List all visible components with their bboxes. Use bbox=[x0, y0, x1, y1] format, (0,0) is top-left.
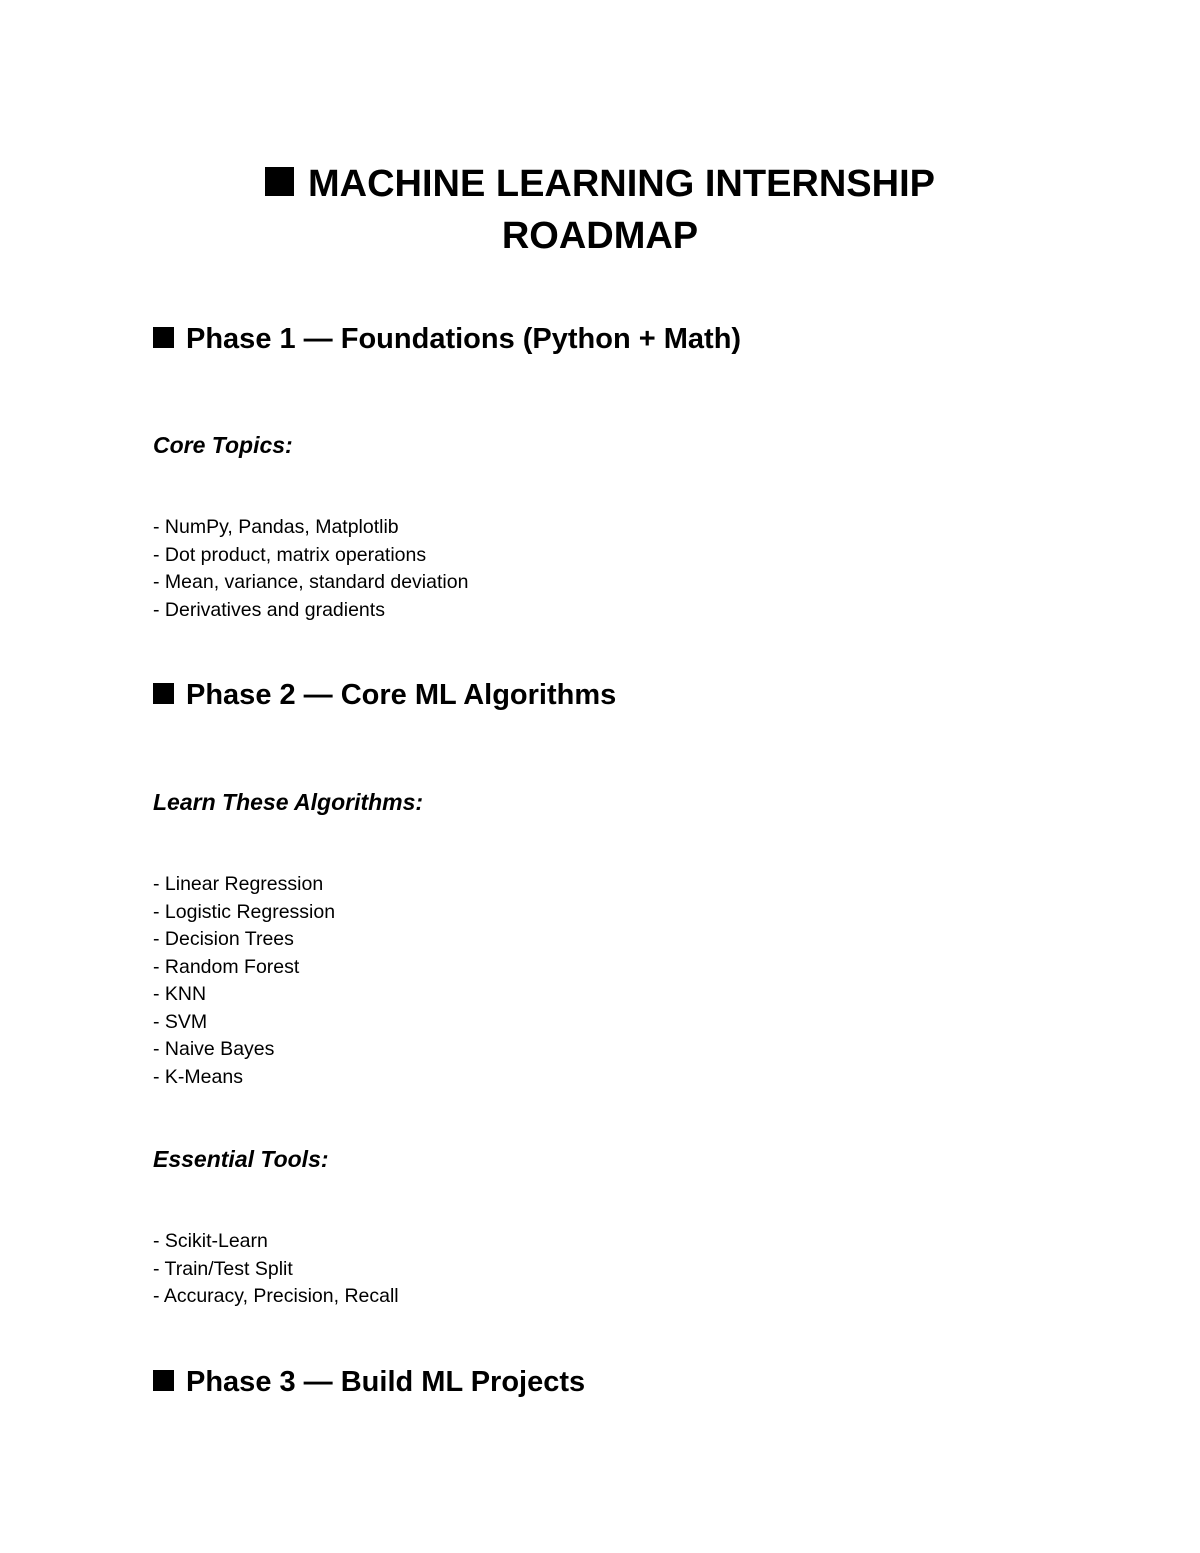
list-item: - Mean, variance, standard deviation bbox=[153, 571, 469, 593]
list-item: - Decision Trees bbox=[153, 928, 294, 950]
list-item: - Logistic Regression bbox=[153, 900, 336, 923]
list-item: - Train/Test Split bbox=[153, 1257, 293, 1280]
title-line-1 bbox=[150, 158, 1050, 210]
list-item: - Dot product, matrix operations bbox=[153, 543, 427, 566]
black-square-icon bbox=[153, 327, 174, 348]
list-item: - SVM bbox=[153, 1010, 208, 1033]
list-item: - KNN bbox=[153, 983, 207, 1005]
list-item: - Derivatives and gradients bbox=[153, 598, 385, 621]
phase-1-heading bbox=[153, 321, 741, 357]
list-item: - K-Means bbox=[153, 1065, 243, 1088]
phase-2-heading bbox=[153, 677, 616, 713]
phase-3-heading-text: Phase 3 — Build ML Projects bbox=[186, 1366, 586, 1398]
essential-tools-label: Essential Tools: bbox=[153, 1146, 329, 1172]
title-text-1: MACHINE LEARNING INTERNSHIP bbox=[307, 163, 936, 205]
essential-tools-list bbox=[153, 1228, 399, 1311]
core-topics-list bbox=[153, 514, 468, 624]
list-item: - NumPy, Pandas, Matplotlib bbox=[153, 516, 399, 538]
black-square-icon bbox=[153, 683, 174, 704]
list-item: - Linear Regression bbox=[153, 873, 324, 895]
list-item: - Scikit-Learn bbox=[153, 1230, 268, 1252]
black-square-icon bbox=[265, 167, 294, 196]
core-topics-label: Core Topics: bbox=[153, 432, 293, 458]
black-square-icon bbox=[153, 1370, 174, 1391]
algorithms-list bbox=[153, 871, 335, 1091]
page-title bbox=[150, 158, 1050, 262]
phase-1-heading-text: Phase 1 — Foundations (Python + Math) bbox=[186, 323, 742, 355]
algorithms-label: Learn These Algorithms: bbox=[153, 789, 424, 815]
phase-3-heading bbox=[153, 1364, 585, 1400]
title-line-2: ROADMAP bbox=[501, 215, 699, 257]
list-item: - Accuracy, Precision, Recall bbox=[153, 1285, 399, 1307]
list-item: - Naive Bayes bbox=[153, 1038, 275, 1060]
list-item: - Random Forest bbox=[153, 955, 300, 978]
phase-2-heading-text: Phase 2 — Core ML Algorithms bbox=[186, 679, 617, 711]
